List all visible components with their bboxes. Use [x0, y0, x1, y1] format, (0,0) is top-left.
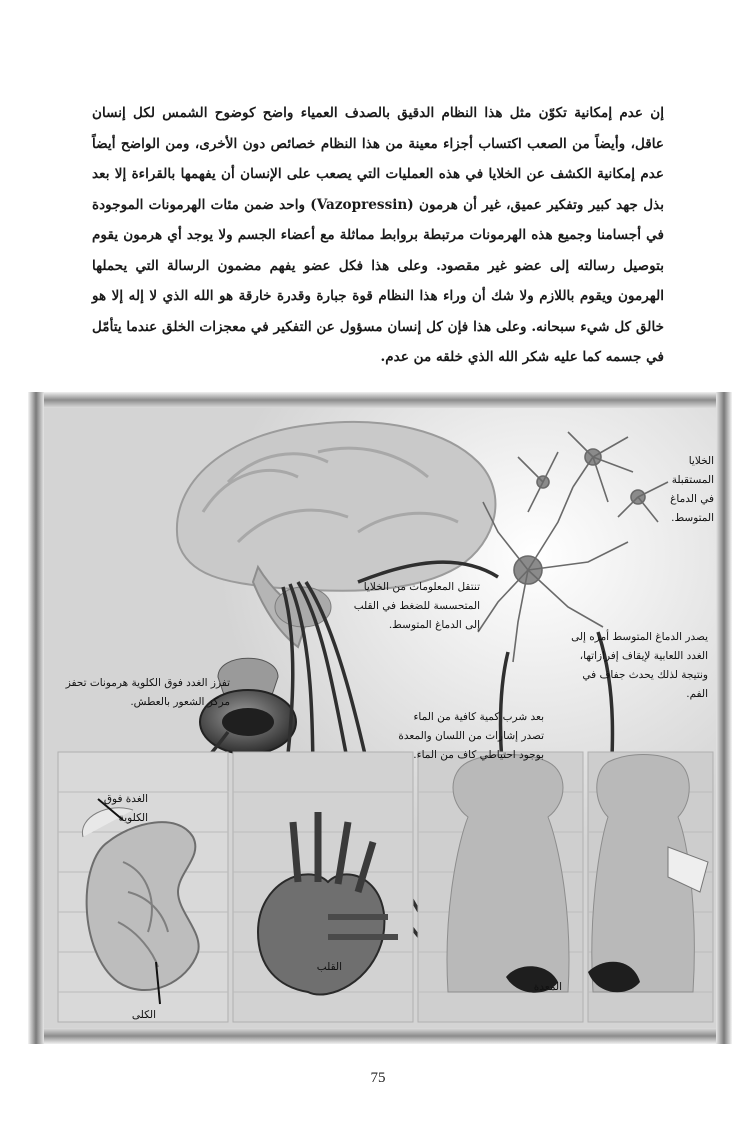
page-number: 75 [370, 1070, 386, 1086]
label-midbrain-cells: الخلايا المستقبلة في الدماغ المتوسط. [670, 455, 714, 524]
label-adrenal-secretes: تفرز الغدد فوق الكلوية هرمونات تحفز مركز الشعور بالعطش. [65, 677, 230, 708]
label-info-transfer: تنتقل المعلومات من الخلايا المتحسسة للضغط في القلب إلى الدماغ المتوسط. [353, 581, 480, 631]
thirst-mechanism-figure [28, 392, 732, 1044]
label-adrenal-gland: الغدة فوق الكلوية [103, 793, 148, 824]
label-stomach: المعدة [533, 981, 562, 993]
figure-illustration [28, 392, 732, 1044]
label-heart: القلب [316, 961, 342, 973]
label-kidneys: الكلى [131, 1009, 156, 1021]
label-after-drinking: بعد شرب كمية كافية من الماء تصدر إشارات من اللسان والمعدة بوجود احتياطي كاف من الماء. [398, 711, 544, 761]
label-midbrain-order: يصدر الدماغ المتوسط أمره إلى الغدد اللعابية لإيقاف إفرازاتها، ونتيجة لذلك يحدث جفاف في الفم. [571, 631, 708, 700]
body-paragraph: إن عدم إمكانية تكوّن مثل هذا النظام الدقيق بالصدف العمياء واضح كوضوح الشمس لكل إنسان عاقل، وأيضاً من الصعب اكتساب أجزاء معينة من هذا النظام خصائص دون الأخرى، ومن الواضح أيضاً عدم إمكانية الكشف عن الخلايا في هذه العمليات التي يصعب على الإنسان أن يفهمها بالقراءة إلا بعد بذل جهد كبير وتفكير عميق، غير أن هرمون (Vazopressin) واحد ضمن مئات الهرمونات الموجودة في أجسامنا وجميع هذه الهرمونات مرتبطة بروابط مماثلة مع أعضاء الجسم ولا يوجد أي هرمون يقوم بتوصيل رسالته إلى عضو غير مقصود. وعلى هذا فكل عضو يفهم مضمون الرسالة التي يحملها الهرمون ويقوم باللازم ولا شك أن وراء هذا النظام قوة جبارة وقدرة خارقة هو الله الذي لا إله إلا هو خالق كل شيء سبحانه. وعلى هذا فإن كل إنسان مسؤول عن التفكير في معجزات الخلق عندما يتأمّل في جسمه كما عليه شكر الله الذي خلقه من عدم. [92, 105, 664, 365]
